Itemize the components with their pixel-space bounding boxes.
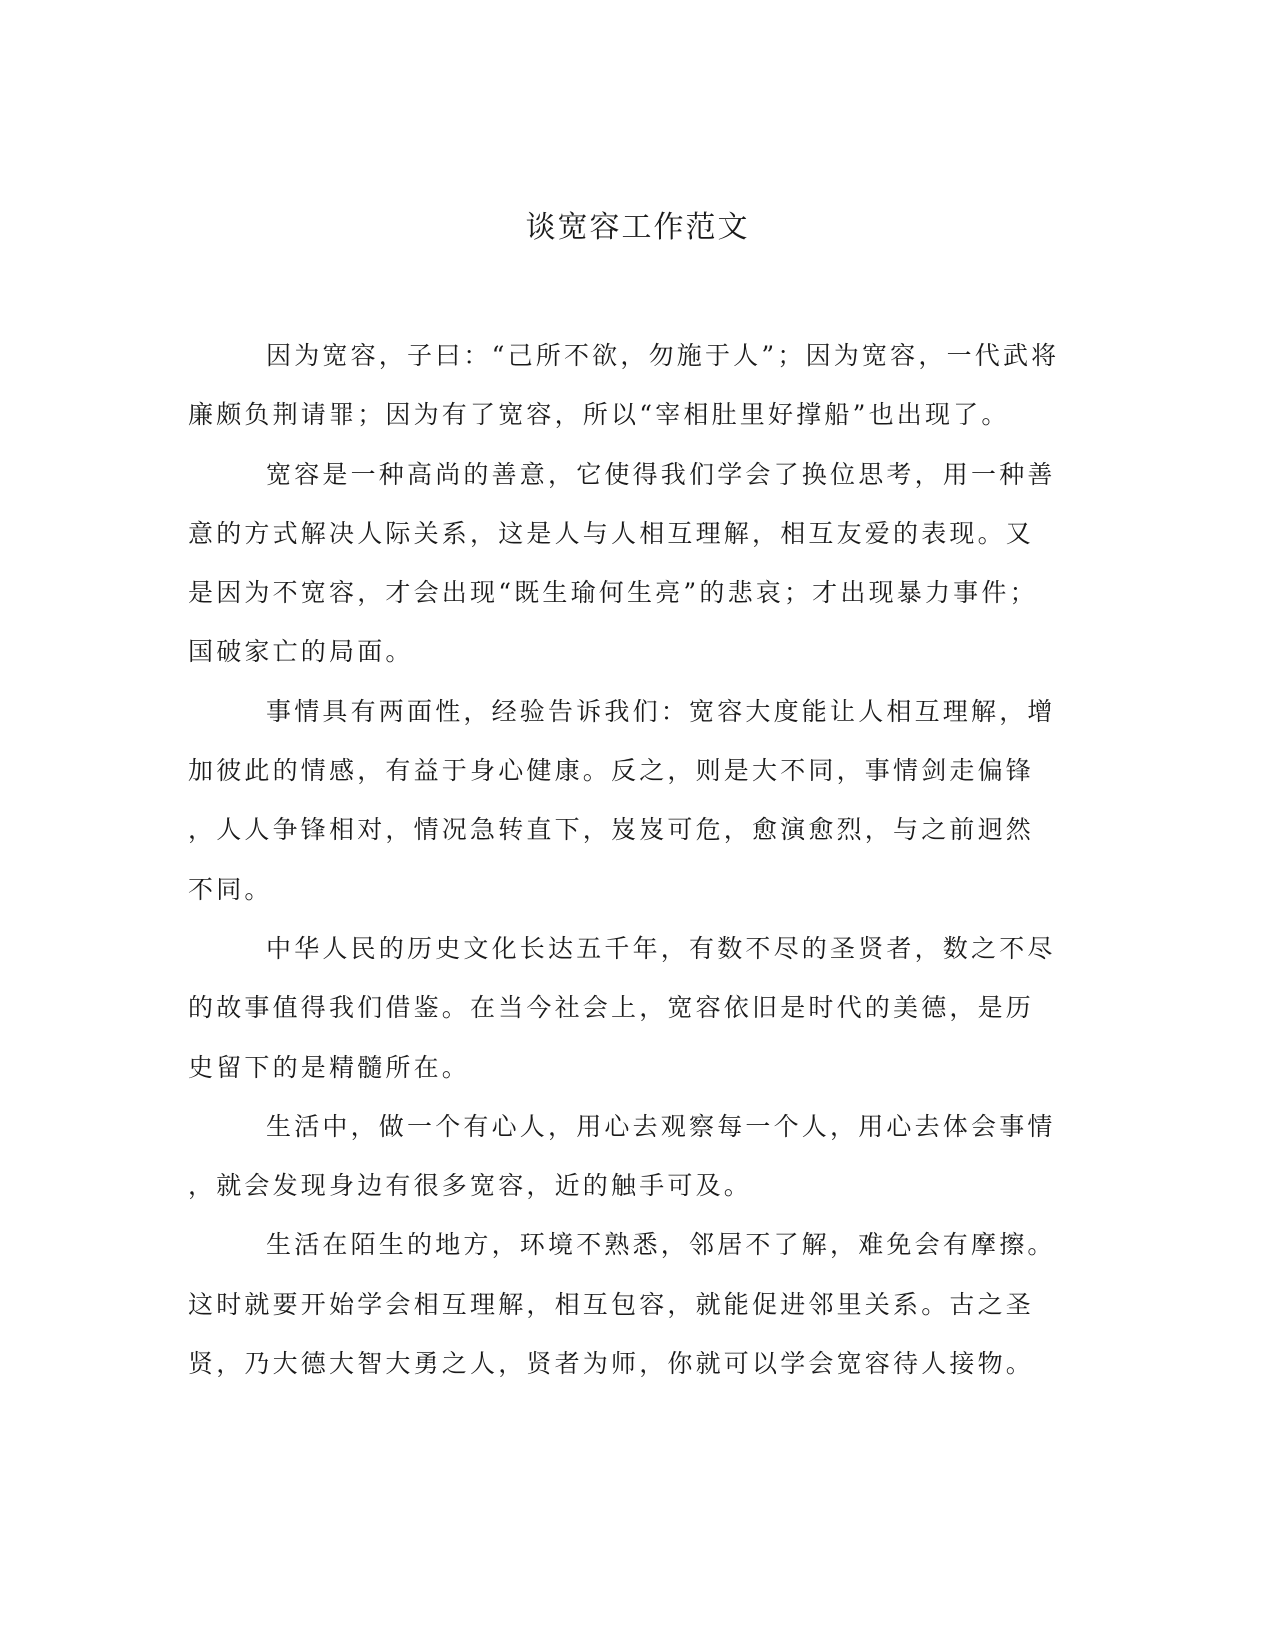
paragraph-6-line-3: 贤，乃大德大智大勇之人，贤者为师，你就可以学会宽容待人接物。 xyxy=(188,1349,1035,1379)
paragraph-2-line-2: 意的方式解决人际关系，这是人与人相互理解，相互友爱的表现。又 xyxy=(188,518,1035,548)
paragraph-3-line-2: 加彼此的情感，有益于身心健康。反之，则是大不同，事情剑走偏锋 xyxy=(188,756,1035,786)
paragraph-2-line-4: 国破家亡的局面。 xyxy=(188,637,414,667)
paragraph-3-line-4: 不同。 xyxy=(188,874,273,904)
paragraph-3-line-1: 事情具有两面性，经验告诉我们：宽容大度能让人相互理解，增 xyxy=(266,696,1056,726)
paragraph-4-line-2: 的故事值得我们借鉴。在当今社会上，宽容依旧是时代的美德，是历 xyxy=(188,993,1035,1023)
paragraph-1-line-1: 因为宽容，子曰：“己所不欲，勿施于人”；因为宽容，一代武将 xyxy=(266,341,1060,370)
paragraph-6-line-2: 这时就要开始学会相互理解，相互包容，就能促进邻里关系。古之圣 xyxy=(188,1289,1035,1319)
document-body xyxy=(188,326,1068,1393)
paragraph-5-line-1: 生活中，做一个有心人，用心去观察每一个人，用心去体会事情 xyxy=(266,1111,1056,1141)
paragraph-5-line-2: ，就会发现身边有很多宽容，近的触手可及。 xyxy=(188,1171,753,1201)
paragraph-6-line-1: 生活在陌生的地方，环境不熟悉，邻居不了解，难免会有摩擦。 xyxy=(266,1230,1056,1260)
paragraph-3-line-3: ，人人争锋相对，情况急转直下，岌岌可危，愈演愈烈，与之前迥然 xyxy=(188,815,1035,845)
paragraph-1-line-2: 廉颇负荆请罪；因为有了宽容，所以“宰相肚里好撑船”也出现了。 xyxy=(188,400,1010,430)
paragraph-2-line-3: 是因为不宽容，才会出现“既生瑜何生亮”的悲哀；才出现暴力事件； xyxy=(188,578,1038,608)
paragraph-2-line-1: 宽容是一种高尚的善意，它使得我们学会了换位思考，用一种善 xyxy=(266,459,1056,489)
paragraph-4-line-3: 史留下的是精髓所在。 xyxy=(188,1052,471,1082)
document-title: 谈宽容工作范文 xyxy=(525,210,750,245)
paragraph-4-line-1: 中华人民的历史文化长达五千年，有数不尽的圣贤者，数之不尽 xyxy=(266,933,1056,963)
